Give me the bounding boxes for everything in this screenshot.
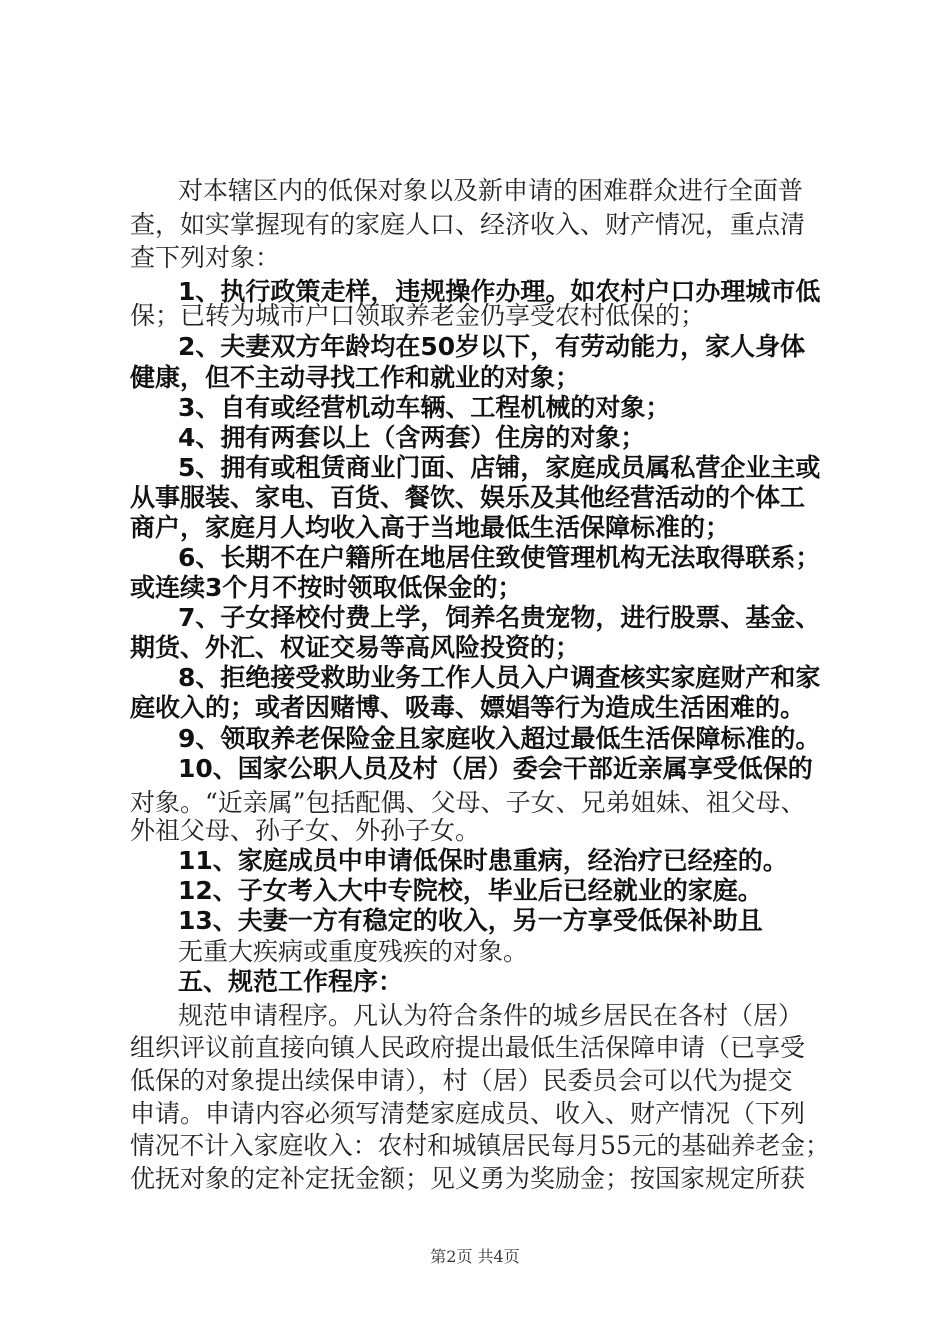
paragraph-line: 查下列对象： — [130, 243, 281, 272]
paragraph-line: 组织评议前直接向镇人民政府提出最低生活保障申请（已享受 — [130, 1033, 806, 1062]
paragraph-line: 低保的对象提出续保申请），村（居）民委员会可以代为提交 — [130, 1066, 793, 1095]
list-item-6-line: 或连续3个月不按时领取低保金的； — [130, 573, 523, 602]
list-item-12-line: 12、子女考入大中专院校，毕业后已经就业的家庭。 — [178, 876, 763, 905]
section-heading: 五、规范工作程序： — [178, 967, 404, 996]
list-item-5-line: 从事服装、家电、百货、餐饮、娱乐及其他经营活动的个体工 — [130, 483, 806, 512]
list-item-2-line: 2、夫妻双方年龄均在50岁以下，有劳动能力，家人身体 — [178, 332, 806, 361]
list-item-13-line: 无重大疾病或重度残疾的对象。 — [178, 937, 529, 966]
paragraph-line: 规范申请程序。凡认为符合条件的城乡居民在各村（居） — [178, 1001, 804, 1030]
list-item-10-line: 对象。“近亲属”包括配偶、父母、子女、兄弟姐妹、祖父母、 — [130, 788, 806, 817]
list-item-7-line: 期货、外汇、权证交易等高风险投资的； — [130, 633, 581, 662]
list-item-9-line: 9、领取养老保险金且家庭收入超过最低生活保障标准的。 — [178, 724, 821, 753]
list-item-13-line: 13、夫妻一方有稳定的收入，另一方享受低保补助且 — [178, 906, 763, 935]
list-item-11-line: 11、家庭成员中申请低保时患重病，经治疗已经痊的。 — [178, 846, 788, 875]
paragraph-line: 对本辖区内的低保对象以及新申请的困难群众进行全面普 — [178, 176, 804, 205]
list-item-6-line: 6、长期不在户籍所在地居住致使管理机构无法取得联系； — [178, 543, 821, 572]
list-item-10-line: 外祖父母、孙子女、外孙子女。 — [130, 816, 481, 845]
page-footer: 第2页 共4页 — [430, 1247, 520, 1266]
list-item-5-line: 5、拥有或租赁商业门面、店铺，家庭成员属私营企业主或 — [178, 453, 821, 482]
list-item-1-line: 1、执行政策走样，违规操作办理。如农村户口办理城市低 — [178, 277, 821, 306]
list-item-2-line: 健康，但不主动寻找工作和就业的对象； — [130, 363, 581, 392]
paragraph-line: 申请。申请内容必须写清楚家庭成员、收入、财产情况（下列 — [130, 1099, 806, 1128]
paragraph-line: 情况不计入家庭收入：农村和城镇居民每月55元的基础养老金； — [130, 1131, 830, 1160]
list-item-1-line: 保；已转为城市户口领取养老金仍享受农村低保的； — [130, 301, 706, 330]
paragraph-line: 查，如实掌握现有的家庭人口、经济收入、财产情况，重点清 — [130, 210, 806, 239]
list-item-5-line: 商户，家庭月人均收入高于当地最低生活保障标准的； — [130, 513, 731, 542]
paragraph-line: 优抚对象的定补定抚金额；见义勇为奖励金；按国家规定所获 — [130, 1164, 806, 1193]
list-item-4-line: 4、拥有两套以上（含两套）住房的对象； — [178, 423, 646, 452]
list-item-3-line: 3、自有或经营机动车辆、工程机械的对象； — [178, 393, 671, 422]
list-item-8-line: 8、拒绝接受救助业务工作人员入户调查核实家庭财产和家 — [178, 663, 821, 692]
list-item-7-line: 7、子女择校付费上学，饲养名贵宠物，进行股票、基金、 — [178, 603, 821, 632]
list-item-8-line: 庭收入的；或者因赌博、吸毒、嫖娼等行为造成生活困难的。 — [130, 693, 806, 722]
list-item-10-line: 10、国家公职人员及村（居）委会干部近亲属享受低保的 — [178, 754, 813, 783]
